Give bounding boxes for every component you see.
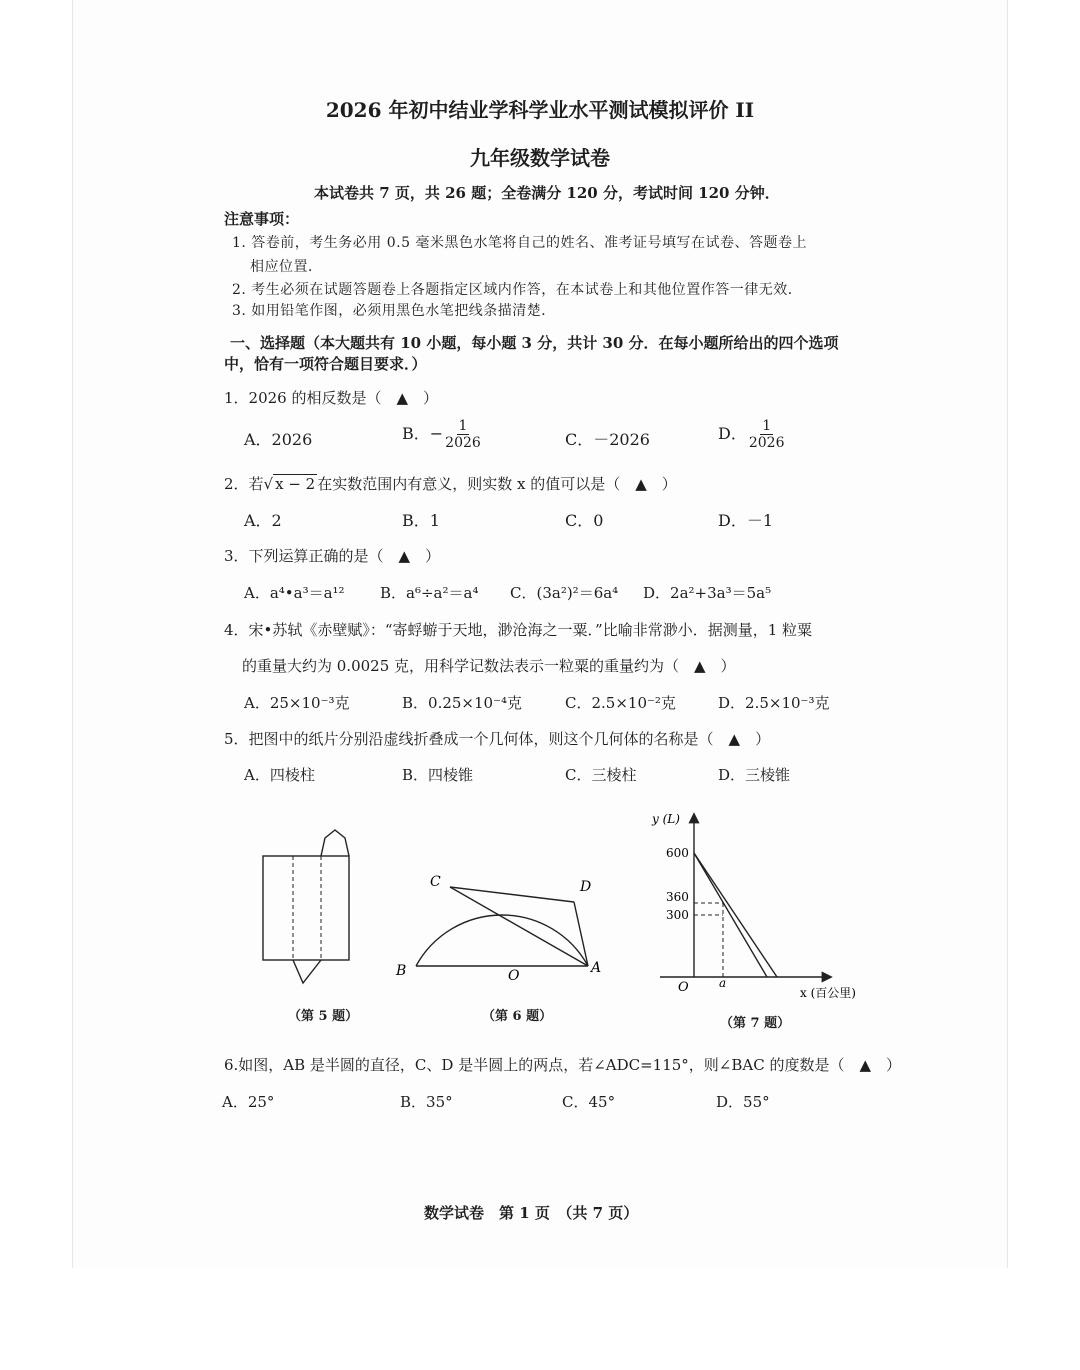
figure-7-graph [650, 805, 870, 1010]
q6-option-c: C．45° [562, 1093, 616, 1111]
fraction-numerator: 1 [458, 418, 468, 434]
point-C-label: C [430, 874, 441, 890]
section-heading-line2: 中，恰有一项符合题目要求．） [224, 355, 427, 373]
q1-option-d-prefix: D． [718, 424, 747, 443]
q2-option-c: C．0 [565, 511, 604, 530]
notice-item-1: 1. 答卷前，考生务必用 0.5 毫米黑色水笔将自己的姓名、准考证号填写在试卷、答题卷上 [232, 235, 807, 251]
q1-option-b-fraction [445, 418, 481, 451]
q6-stem: 6.如图，AB 是半圆的直径，C、D 是半圆上的两点，若∠ADC=115°，则∠BAC 的度数是（ ▲ ） [224, 1056, 902, 1074]
q5-option-a: A．四棱柱 [244, 766, 315, 784]
notice-heading: 注意事项： [224, 210, 300, 228]
page-footer: 数学试卷 第 1 页 （共 7 页） [424, 1204, 639, 1222]
figure-6-semicircle [390, 868, 615, 988]
net-bottom-triangle [293, 960, 321, 983]
q3-option-d: D．2a²+3a³＝5a⁵ [643, 584, 772, 602]
q3-option-b: B．a⁶÷a²＝a⁴ [380, 584, 479, 602]
figure-5-prism-net [255, 828, 365, 993]
q1-option-c: C．－2026 [565, 430, 650, 449]
section-heading-line1: 一、选择题（本大题共有 10 小题，每小题 3 分，共计 30 分．在每小题所给出的四个选项 [230, 334, 839, 352]
q3-stem: 3．下列运算正确的是（ ▲ ） [224, 547, 441, 565]
notice-item-2: 2. 考生必须在试题答题卷上各题指定区域内作答，在本试卷上和其他位置作答一律无效． [232, 282, 803, 298]
q2-stem-suffix: 在实数范围内有意义，则实数 x 的值可以是（ ▲ ） [317, 475, 677, 493]
q2-option-b: B．1 [402, 511, 440, 530]
q6-option-d: D．55° [716, 1093, 770, 1111]
q1-option-b [402, 418, 481, 451]
q5-option-d: D．三棱锥 [718, 766, 791, 784]
figure-6-caption: （第 6 题） [482, 1009, 553, 1024]
net-rectangle [263, 856, 349, 960]
q2-option-a: A．2 [244, 511, 282, 530]
net-top-triangle [321, 830, 349, 856]
q4-stem-cont: 的重量大约为 0.0025 克，用科学记数法表示一粒粟的重量约为（ ▲ ） [242, 657, 736, 675]
q3-option-c: C．(3a²)²＝6a⁴ [510, 584, 619, 602]
chord-DA [574, 902, 588, 966]
q1-option-d-fraction [749, 418, 785, 451]
fraction-denominator: 2026 [748, 435, 785, 451]
q1-option-b-prefix: B．− [402, 424, 444, 443]
q4-option-b: B．0.25×10⁻⁴克 [402, 694, 523, 712]
exam-subtitle: 九年级数学试卷 [470, 146, 610, 170]
point-B-label: B [396, 963, 407, 979]
notice-item-3: 3. 如用铅笔作图，必须用黑色水笔把线条描清楚． [232, 303, 556, 319]
q4-option-c: C．2.5×10⁻²克 [565, 694, 676, 712]
q2-radicand: x − 2 [275, 475, 316, 493]
radical-sign: √ [263, 475, 274, 493]
q4-option-a: A．25×10⁻³克 [244, 694, 350, 712]
point-A-label: A [591, 960, 602, 976]
q6-option-a: A．25° [222, 1093, 275, 1111]
q1-stem: 1．2026 的相反数是（ ▲ ） [224, 389, 439, 407]
q3-option-a: A．a⁴•a³＝a¹² [244, 584, 345, 602]
chord-CD [450, 887, 574, 902]
q1-option-a: A．2026 [244, 430, 313, 449]
y-axis-label: y (L) [652, 812, 680, 826]
chord-CA [450, 887, 588, 966]
tick-600: 600 [666, 846, 689, 860]
fraction-numerator: 1 [762, 418, 772, 434]
q5-stem: 5．把图中的纸片分别沿虚线折叠成一个几何体，则这个几何体的名称是（ ▲ ） [224, 730, 771, 748]
exam-info: 本试卷共 7 页，共 26 题；全卷满分 120 分，考试时间 120 分钟． [314, 184, 780, 202]
q5-option-b: B．四棱锥 [402, 766, 474, 784]
figure-7-caption: （第 7 题） [720, 1016, 791, 1031]
point-D-label: D [580, 879, 592, 895]
fraction-denominator: 2026 [445, 435, 481, 451]
point-O-label: O [508, 968, 520, 984]
graph-line-2 [694, 853, 777, 977]
q4-option-d: D．2.5×10⁻³克 [718, 694, 830, 712]
q5-option-c: C．三棱柱 [565, 766, 637, 784]
origin-label: O [678, 980, 689, 995]
q2-stem-prefix: 2．若 [224, 475, 264, 493]
x-axis-label: x (百公里) [800, 986, 856, 1000]
notice-item-1-cont: 相应位置． [250, 259, 323, 275]
tick-360: 360 [666, 890, 689, 904]
q1-option-d [718, 418, 784, 451]
a-tick-label: a [719, 976, 727, 990]
tick-300: 300 [666, 908, 689, 922]
q6-option-b: B．35° [400, 1093, 453, 1111]
q2-option-d: D．－1 [718, 511, 774, 530]
semicircle-arc [416, 915, 588, 966]
figure-5-caption: （第 5 题） [288, 1009, 359, 1024]
q4-stem: 4．宋•苏轼《赤壁赋》：“寄蜉蝣于天地，渺沧海之一粟．”比喻非常渺小．据测量，1 粒粟 [224, 621, 813, 639]
q2-stem [224, 473, 677, 494]
exam-title: 2026 年初中结业学科学业水平测试模拟评价 II [325, 98, 755, 122]
